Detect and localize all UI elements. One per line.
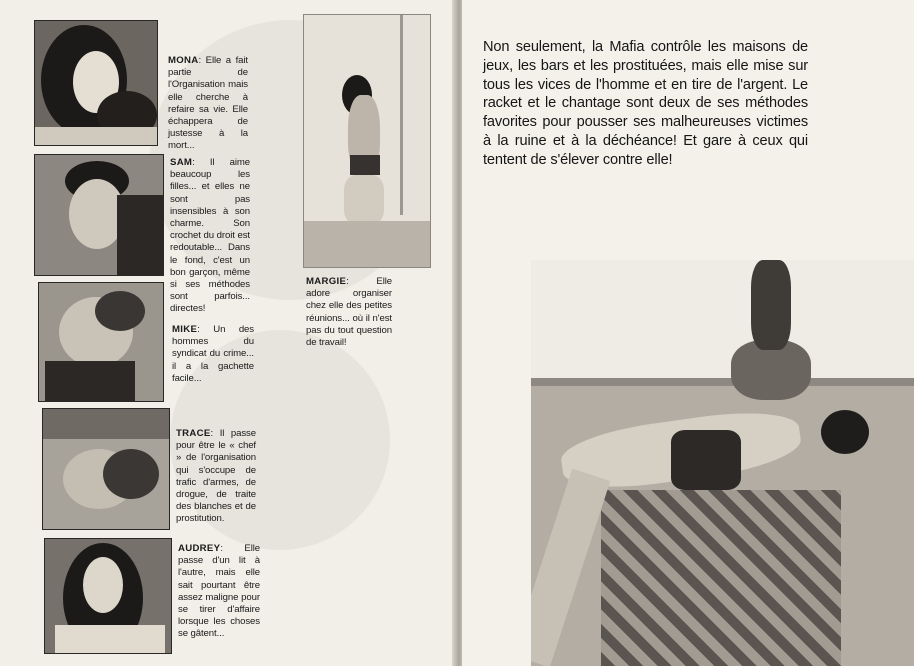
character-name: MARGIE <box>306 276 347 287</box>
character-name: MONA <box>168 55 199 66</box>
caption-audrey <box>178 543 260 641</box>
caption-text: : Un des hommes du syndicat du crime... il a la gachette facile... <box>172 324 254 384</box>
caption-mona <box>168 55 248 153</box>
caption-margie <box>306 276 392 349</box>
character-name: MIKE <box>172 324 198 335</box>
caption-text: : Elle adore organiser chez elle des petites réunions... où il n'est pas du tout question de travail! <box>306 276 392 349</box>
character-name: AUDREY <box>178 543 221 554</box>
article-paragraph: Non seulement, la Mafia contrôle les maisons de jeux, les bars et les prostituées, mais elle mise sur tous les vices de l'homme et en tire de l'argent. Le racket et le chantage sont deux de ses méthodes favorites pour pousser ses malheureuses victimes à la ruine et à la déchéance! Et gare à ceux qui tentent de s'élever contre elle! <box>483 39 808 168</box>
caption-text: : Elle passe d'un lit à l'autre, mais elle sait pourtant être assez maligne pour se tirer d'affaire lorsque les choses se gâtent... <box>178 543 260 640</box>
photo-mona <box>34 20 158 146</box>
caption-trace <box>176 428 256 526</box>
photo-trace <box>42 408 170 530</box>
photo-mike <box>38 282 164 402</box>
caption-text: : Il aime beaucoup les filles... et elles ne sont pas insensibles à son charme. Son crochet du droit est redoutable... Dans le fond, c'est un bon garçon, même si ses méthodes sont parfois... directes! <box>170 157 250 315</box>
photo-sam <box>34 154 164 276</box>
caption-text: : Elle a fait partie de l'Organisation mais elle cherche à refaire sa vie. Elle échappera de justesse à la mort... <box>168 55 248 152</box>
character-name: SAM <box>170 157 193 168</box>
photo-audrey <box>44 538 172 654</box>
photo-main <box>531 260 914 666</box>
character-name: TRACE <box>176 428 211 439</box>
caption-sam <box>170 157 250 316</box>
caption-mike <box>172 324 254 385</box>
photo-margie <box>303 14 431 268</box>
caption-text: : Il passe pour être le « chef » de l'organisation qui s'occupe de trafic d'armes, de drogue, de traite des blanches et de prostitution. <box>176 428 256 525</box>
